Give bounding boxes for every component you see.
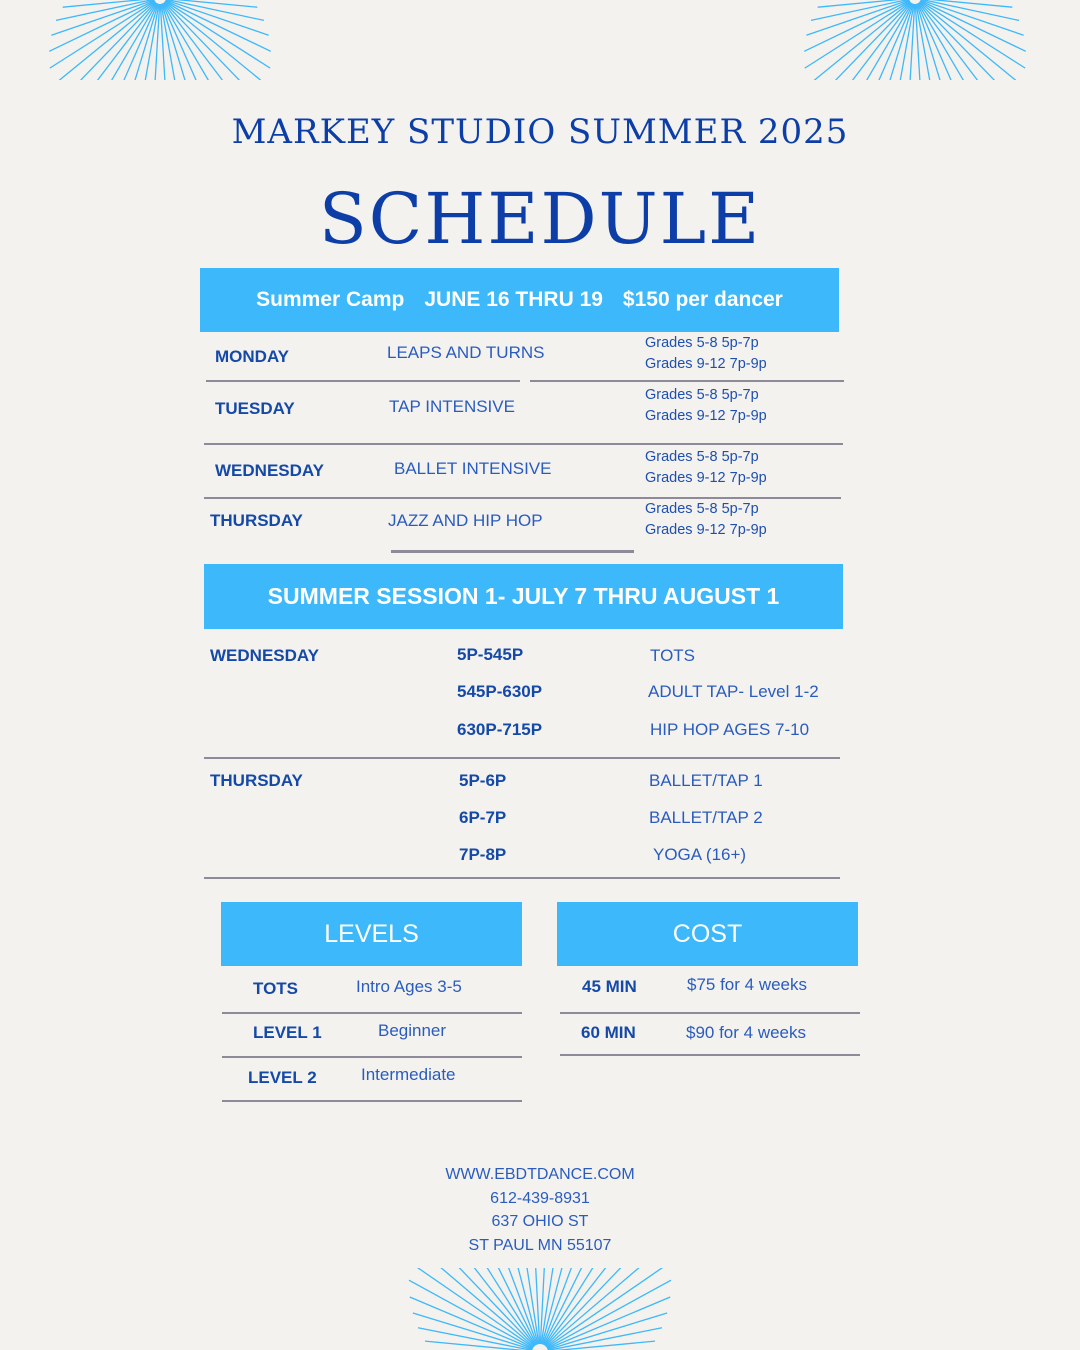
page-subtitle: MARKEY STUDIO SUMMER 2025 <box>231 112 849 152</box>
cost-price: $75 for 4 weeks <box>687 975 808 994</box>
divider <box>206 380 520 382</box>
sunburst-bottom-icon <box>340 1268 740 1350</box>
session-day-wednesday: WEDNESDAY <box>210 646 319 665</box>
session-class: YOGA (16+) <box>653 845 747 864</box>
divider <box>391 550 634 553</box>
camp-day-monday: MONDAY <box>215 347 289 366</box>
cost-duration: 45 MIN <box>582 977 637 996</box>
camp-banner-price: $150 per dancer <box>622 288 783 311</box>
divider <box>204 443 843 445</box>
divider <box>560 1054 860 1056</box>
session-time: 5P-545P <box>457 645 524 664</box>
camp-class-monday: LEAPS AND TURNS <box>387 343 545 362</box>
camp-grades-monday: Grades 5-8 5p-7p Grades 9-12 7p-9p <box>645 335 767 372</box>
session-class: BALLET/TAP 1 <box>649 771 763 790</box>
level-name: LEVEL 2 <box>248 1068 317 1087</box>
divider <box>204 757 840 759</box>
session-time: 5P-6P <box>459 771 507 790</box>
level-name: LEVEL 1 <box>253 1023 322 1042</box>
camp-grades-thursday: Grades 5-8 5p-7p Grades 9-12 7p-9p <box>645 501 767 538</box>
session-class: HIP HOP AGES 7-10 <box>650 720 810 739</box>
session-time: 6P-7P <box>459 808 507 827</box>
divider <box>222 1100 522 1102</box>
summer-session-banner: SUMMER SESSION 1- JULY 7 THRU AUGUST 1 <box>204 564 843 629</box>
website-link[interactable]: WWW.EBDTDANCE.COM <box>445 1166 635 1183</box>
camp-banner-title: Summer Camp <box>256 288 405 311</box>
level-desc: Intro Ages 3-5 <box>356 977 462 996</box>
level-desc: Beginner <box>378 1021 447 1040</box>
page-title: SCHEDULE <box>318 178 762 260</box>
sunburst-top-left-icon <box>0 0 330 80</box>
session-class: BALLET/TAP 2 <box>649 808 763 827</box>
camp-banner-dates: JUNE 16 THRU 19 <box>424 288 603 311</box>
session-time: 545P-630P <box>457 682 543 701</box>
camp-day-wednesday: WEDNESDAY <box>215 461 324 480</box>
city-address: ST PAUL MN 55107 <box>468 1236 612 1254</box>
phone-number: 612-439-8931 <box>490 1189 590 1207</box>
divider <box>204 877 840 879</box>
camp-day-tuesday: TUESDAY <box>215 399 295 418</box>
camp-class-tuesday: TAP INTENSIVE <box>389 397 515 416</box>
session-class: ADULT TAP- Level 1-2 <box>648 682 819 701</box>
session-day-thursday: THURSDAY <box>210 771 303 790</box>
camp-class-wednesday: BALLET INTENSIVE <box>394 459 552 478</box>
summer-camp-banner <box>200 268 839 332</box>
divider <box>530 380 844 382</box>
divider <box>222 1056 522 1058</box>
camp-class-thursday: JAZZ AND HIP HOP <box>388 511 543 530</box>
cost-duration: 60 MIN <box>581 1023 636 1042</box>
street-address: 637 OHIO ST <box>491 1213 589 1230</box>
camp-day-thursday: THURSDAY <box>210 511 303 530</box>
camp-grades-tuesday: Grades 5-8 5p-7p Grades 9-12 7p-9p <box>645 387 767 424</box>
contact-footer <box>0 1163 1080 1257</box>
session-time: 630P-715P <box>457 720 543 739</box>
session-class: TOTS <box>650 646 696 665</box>
cost-heading: COST <box>557 902 858 966</box>
levels-heading: LEVELS <box>221 902 522 966</box>
sunburst-top-right-icon <box>755 0 1080 80</box>
divider <box>560 1012 860 1014</box>
session-time: 7P-8P <box>459 845 507 864</box>
divider <box>222 1012 522 1014</box>
camp-grades-wednesday: Grades 5-8 5p-7p Grades 9-12 7p-9p <box>645 449 767 486</box>
level-desc: Intermediate <box>361 1065 456 1084</box>
cost-price: $90 for 4 weeks <box>686 1023 807 1042</box>
level-name: TOTS <box>253 979 299 998</box>
